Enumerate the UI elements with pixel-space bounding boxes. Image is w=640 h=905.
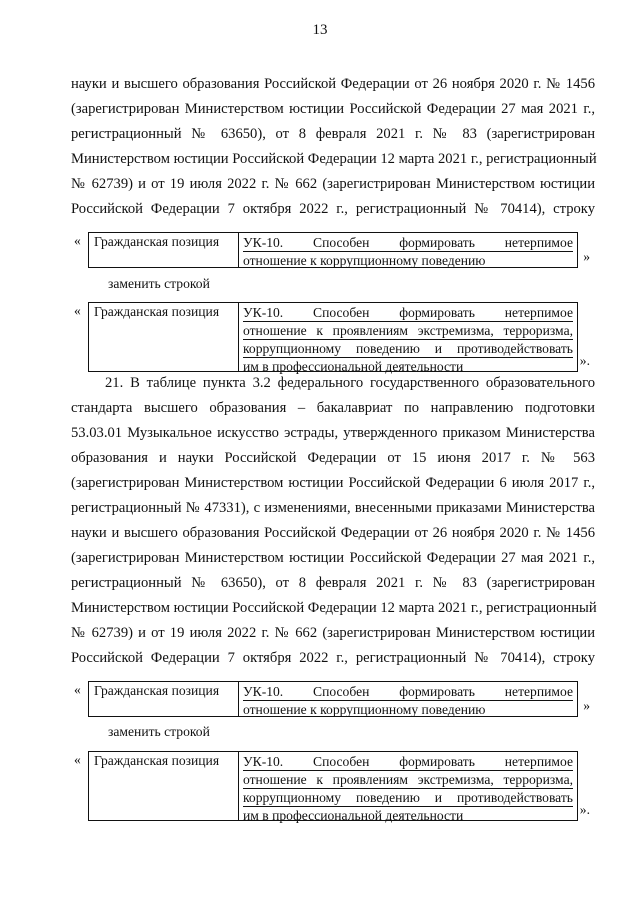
- cell-line: отношение к коррупционному поведению: [243, 253, 486, 268]
- table-cell-competency-text: [239, 752, 577, 824]
- paragraph-2: [71, 371, 595, 671]
- replace-with-text: заменить строкой: [108, 276, 210, 291]
- paragraph-line: регистрационный № 63650), от 8 февраля 2021 г. № 83 (зарегистрирован: [71, 126, 595, 142]
- table-box: [88, 232, 578, 268]
- cell-line: коррупционному поведению и противодействовать: [243, 790, 573, 805]
- open-quote: «: [74, 233, 81, 248]
- table-box: [88, 302, 578, 372]
- paragraph-line: образования и науки Российской Федерации от 15 июня 2017 г. № 563: [71, 450, 595, 466]
- new-row-table-2: [74, 751, 604, 823]
- cell-line: УК-10. Способен формировать нетерпимое: [243, 754, 573, 769]
- paragraph-line: Российской Федерации 7 октября 2022 г., регистрационный № 70414), строку: [71, 650, 595, 666]
- cell-line: им в профессиональной деятельности: [243, 359, 464, 374]
- cell-line: отношение к проявлениям экстремизма, терроризма,: [243, 323, 573, 338]
- cell-line: УК-10. Способен формировать нетерпимое: [243, 235, 573, 250]
- table-box: [88, 751, 578, 821]
- paragraph-line: (зарегистрирован Министерством юстиции Российской Федерации 27 мая 2021 г.,: [71, 550, 595, 566]
- table-cell-competency-text: [239, 233, 577, 269]
- cell-line: им в профессиональной деятельности: [243, 808, 464, 823]
- cell-line: коррупционному поведению и противодействовать: [243, 341, 573, 356]
- paragraph-line: (зарегистрирован Министерством юстиции Российской Федерации 6 июля 2017 г.,: [71, 475, 595, 491]
- close-quote: ».: [579, 802, 590, 817]
- table-cell-competency-category: Гражданская позиция: [89, 303, 239, 371]
- table-cell-competency-text: [239, 682, 577, 718]
- open-quote: «: [74, 752, 81, 767]
- table-cell-competency-category: Гражданская позиция: [89, 752, 239, 820]
- close-quote: ».: [579, 353, 590, 368]
- paragraph-line: № 62739) и от 19 июля 2022 г. № 662 (зарегистрирован Министерством юстиции: [71, 176, 595, 192]
- new-row-table-1: [74, 302, 604, 374]
- paragraph-line: науки и высшего образования Российской Федерации от 26 ноября 2020 г. № 1456: [71, 76, 595, 92]
- cell-line: отношение к проявлениям экстремизма, терроризма,: [243, 772, 573, 787]
- table-box: [88, 681, 578, 717]
- table-cell-competency-category: Гражданская позиция: [89, 682, 239, 716]
- paragraph-line: науки и высшего образования Российской Федерации от 26 ноября 2020 г. № 1456: [71, 525, 595, 541]
- paragraph-line: стандарта высшего образования – бакалавриат по направлению подготовки: [71, 400, 595, 416]
- cell-line: УК-10. Способен формировать нетерпимое: [243, 684, 573, 699]
- paragraph-line: Министерством юстиции Российской Федерации 12 марта 2021 г., регистрационный: [71, 151, 597, 167]
- open-quote: «: [74, 303, 81, 318]
- paragraph-line: № 62739) и от 19 июля 2022 г. № 662 (зарегистрирован Министерством юстиции: [71, 625, 595, 641]
- cell-line: отношение к коррупционному поведению: [243, 702, 486, 717]
- paragraph-line: Министерством юстиции Российской Федерации 12 марта 2021 г., регистрационный: [71, 600, 597, 616]
- table-cell-competency-text: [239, 303, 577, 375]
- paragraph-line: регистрационный № 47331), с изменениями, внесенными приказами Министерства: [71, 500, 595, 516]
- paragraph-line: (зарегистрирован Министерством юстиции Российской Федерации 27 мая 2021 г.,: [71, 101, 595, 117]
- replace-with-text: заменить строкой: [108, 724, 210, 739]
- table-cell-competency-category: Гражданская позиция: [89, 233, 239, 267]
- close-quote: »: [583, 249, 590, 264]
- cell-line: УК-10. Способен формировать нетерпимое: [243, 305, 573, 320]
- paragraph-1: [71, 72, 595, 222]
- old-row-table-2: [74, 681, 604, 719]
- paragraph-line: Российской Федерации 7 октября 2022 г., регистрационный № 70414), строку: [71, 201, 595, 217]
- old-row-table-1: [74, 232, 604, 270]
- paragraph-line: 21. В таблице пункта 3.2 федерального государственного образовательного: [105, 375, 595, 391]
- page-number: 13: [312, 22, 328, 38]
- open-quote: «: [74, 682, 81, 697]
- close-quote: »: [583, 698, 590, 713]
- paragraph-line: регистрационный № 63650), от 8 февраля 2021 г. № 83 (зарегистрирован: [71, 575, 595, 591]
- paragraph-line: 53.03.01 Музыкальное искусство эстрады, утвержденного приказом Министерства: [71, 425, 595, 441]
